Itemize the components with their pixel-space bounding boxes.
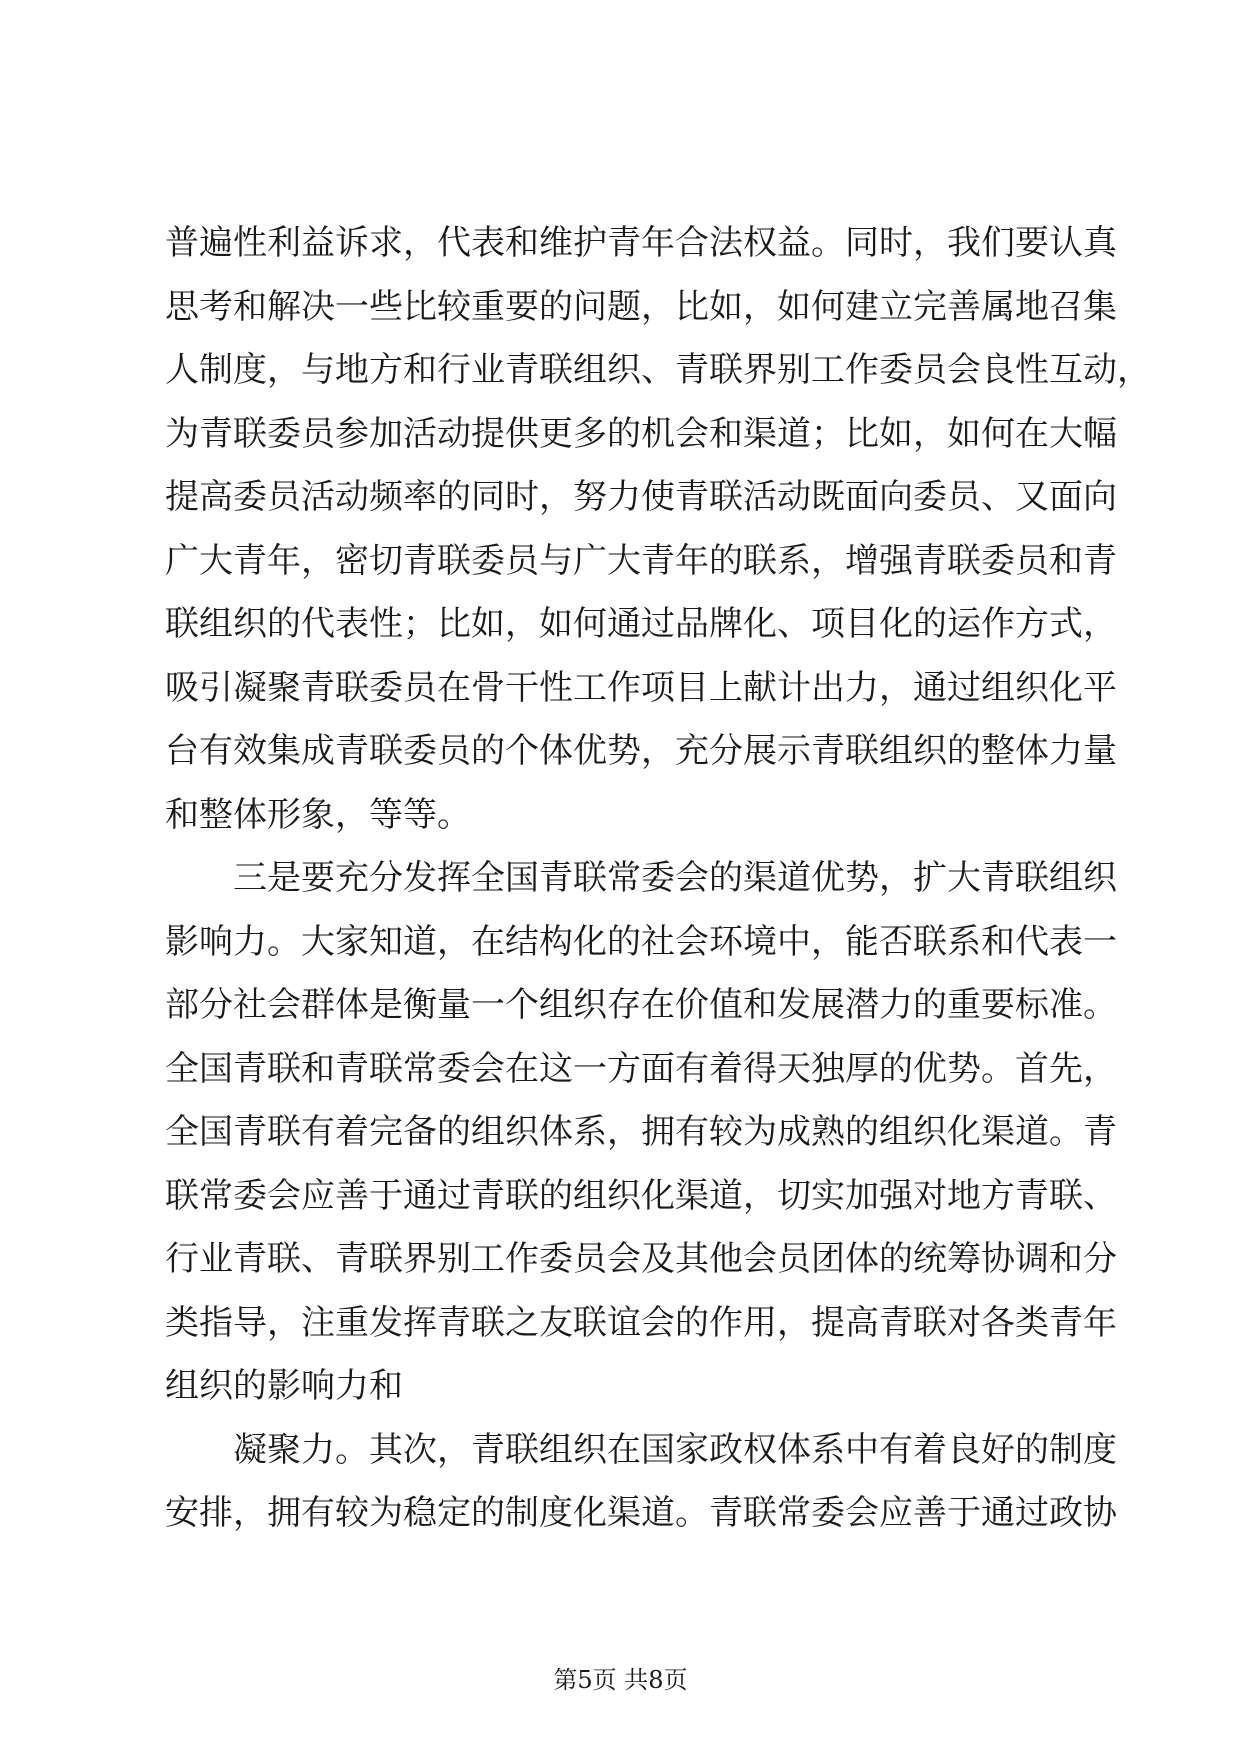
page-number-footer: 第5页 共8页 xyxy=(553,1666,688,1694)
text-line: 类指导，注重发挥青联之友联谊会的作用，提高青联对各类青年 xyxy=(165,1302,1117,1343)
text-line: 联组织的代表性；比如，如何通过品牌化、项目化的运作方式， xyxy=(165,604,1117,644)
text-line: 全国青联和青联常委会在这一方面有着得天独厚的优势。首先， xyxy=(165,1048,1117,1089)
paragraph-end-line: 和整体形象，等等。 xyxy=(165,794,471,835)
text-line: 提高委员活动频率的同时，努力使青联活动既面向委员、又面向 xyxy=(165,477,1117,517)
document-body xyxy=(165,223,1151,1560)
paragraph-end-line: 组织的影响力和 xyxy=(165,1366,403,1406)
text-line: 广大青年，密切青联委员与广大青年的联系，增强青联委员和青 xyxy=(165,540,1117,581)
text-line: 为青联委员参加活动提供更多的机会和渠道；比如，如何在大幅 xyxy=(165,413,1117,454)
text-line: 联常委会应善于通过青联的组织化渠道，切实加强对地方青联、 xyxy=(165,1175,1117,1216)
text-line: 吸引凝聚青联委员在骨干性工作项目上献计出力，通过组织化平 xyxy=(165,667,1117,708)
paragraph-start-line: 凝聚力。其次，青联组织在国家政权体系中有着良好的制度 xyxy=(233,1429,1117,1470)
text-line: 台有效集成青联委员的个体优势，充分展示青联组织的整体力量 xyxy=(165,731,1117,771)
paragraph-start-line: 三是要充分发挥全国青联常委会的渠道优势，扩大青联组织 xyxy=(233,858,1117,898)
text-line: 行业青联、青联界别工作委员会及其他会员团体的统筹协调和分 xyxy=(165,1239,1117,1279)
text-line: 影响力。大家知道，在结构化的社会环境中，能否联系和代表一 xyxy=(165,921,1117,962)
text-line: 全国青联有着完备的组织体系，拥有较为成熟的组织化渠道。青 xyxy=(165,1112,1117,1152)
text-line: 普遍性利益诉求，代表和维护青年合法权益。同时，我们要认真 xyxy=(165,223,1117,263)
text-line: 思考和解决一些比较重要的问题，比如，如何建立完善属地召集 xyxy=(165,286,1117,327)
text-line: 人制度，与地方和行业青联组织、青联界别工作委员会良性互动， xyxy=(165,350,1151,390)
text-line: 安排，拥有较为稳定的制度化渠道。青联常委会应善于通过政协 xyxy=(165,1493,1117,1533)
text-line: 部分社会群体是衡量一个组织存在价值和发展潜力的重要标准。 xyxy=(165,985,1117,1025)
